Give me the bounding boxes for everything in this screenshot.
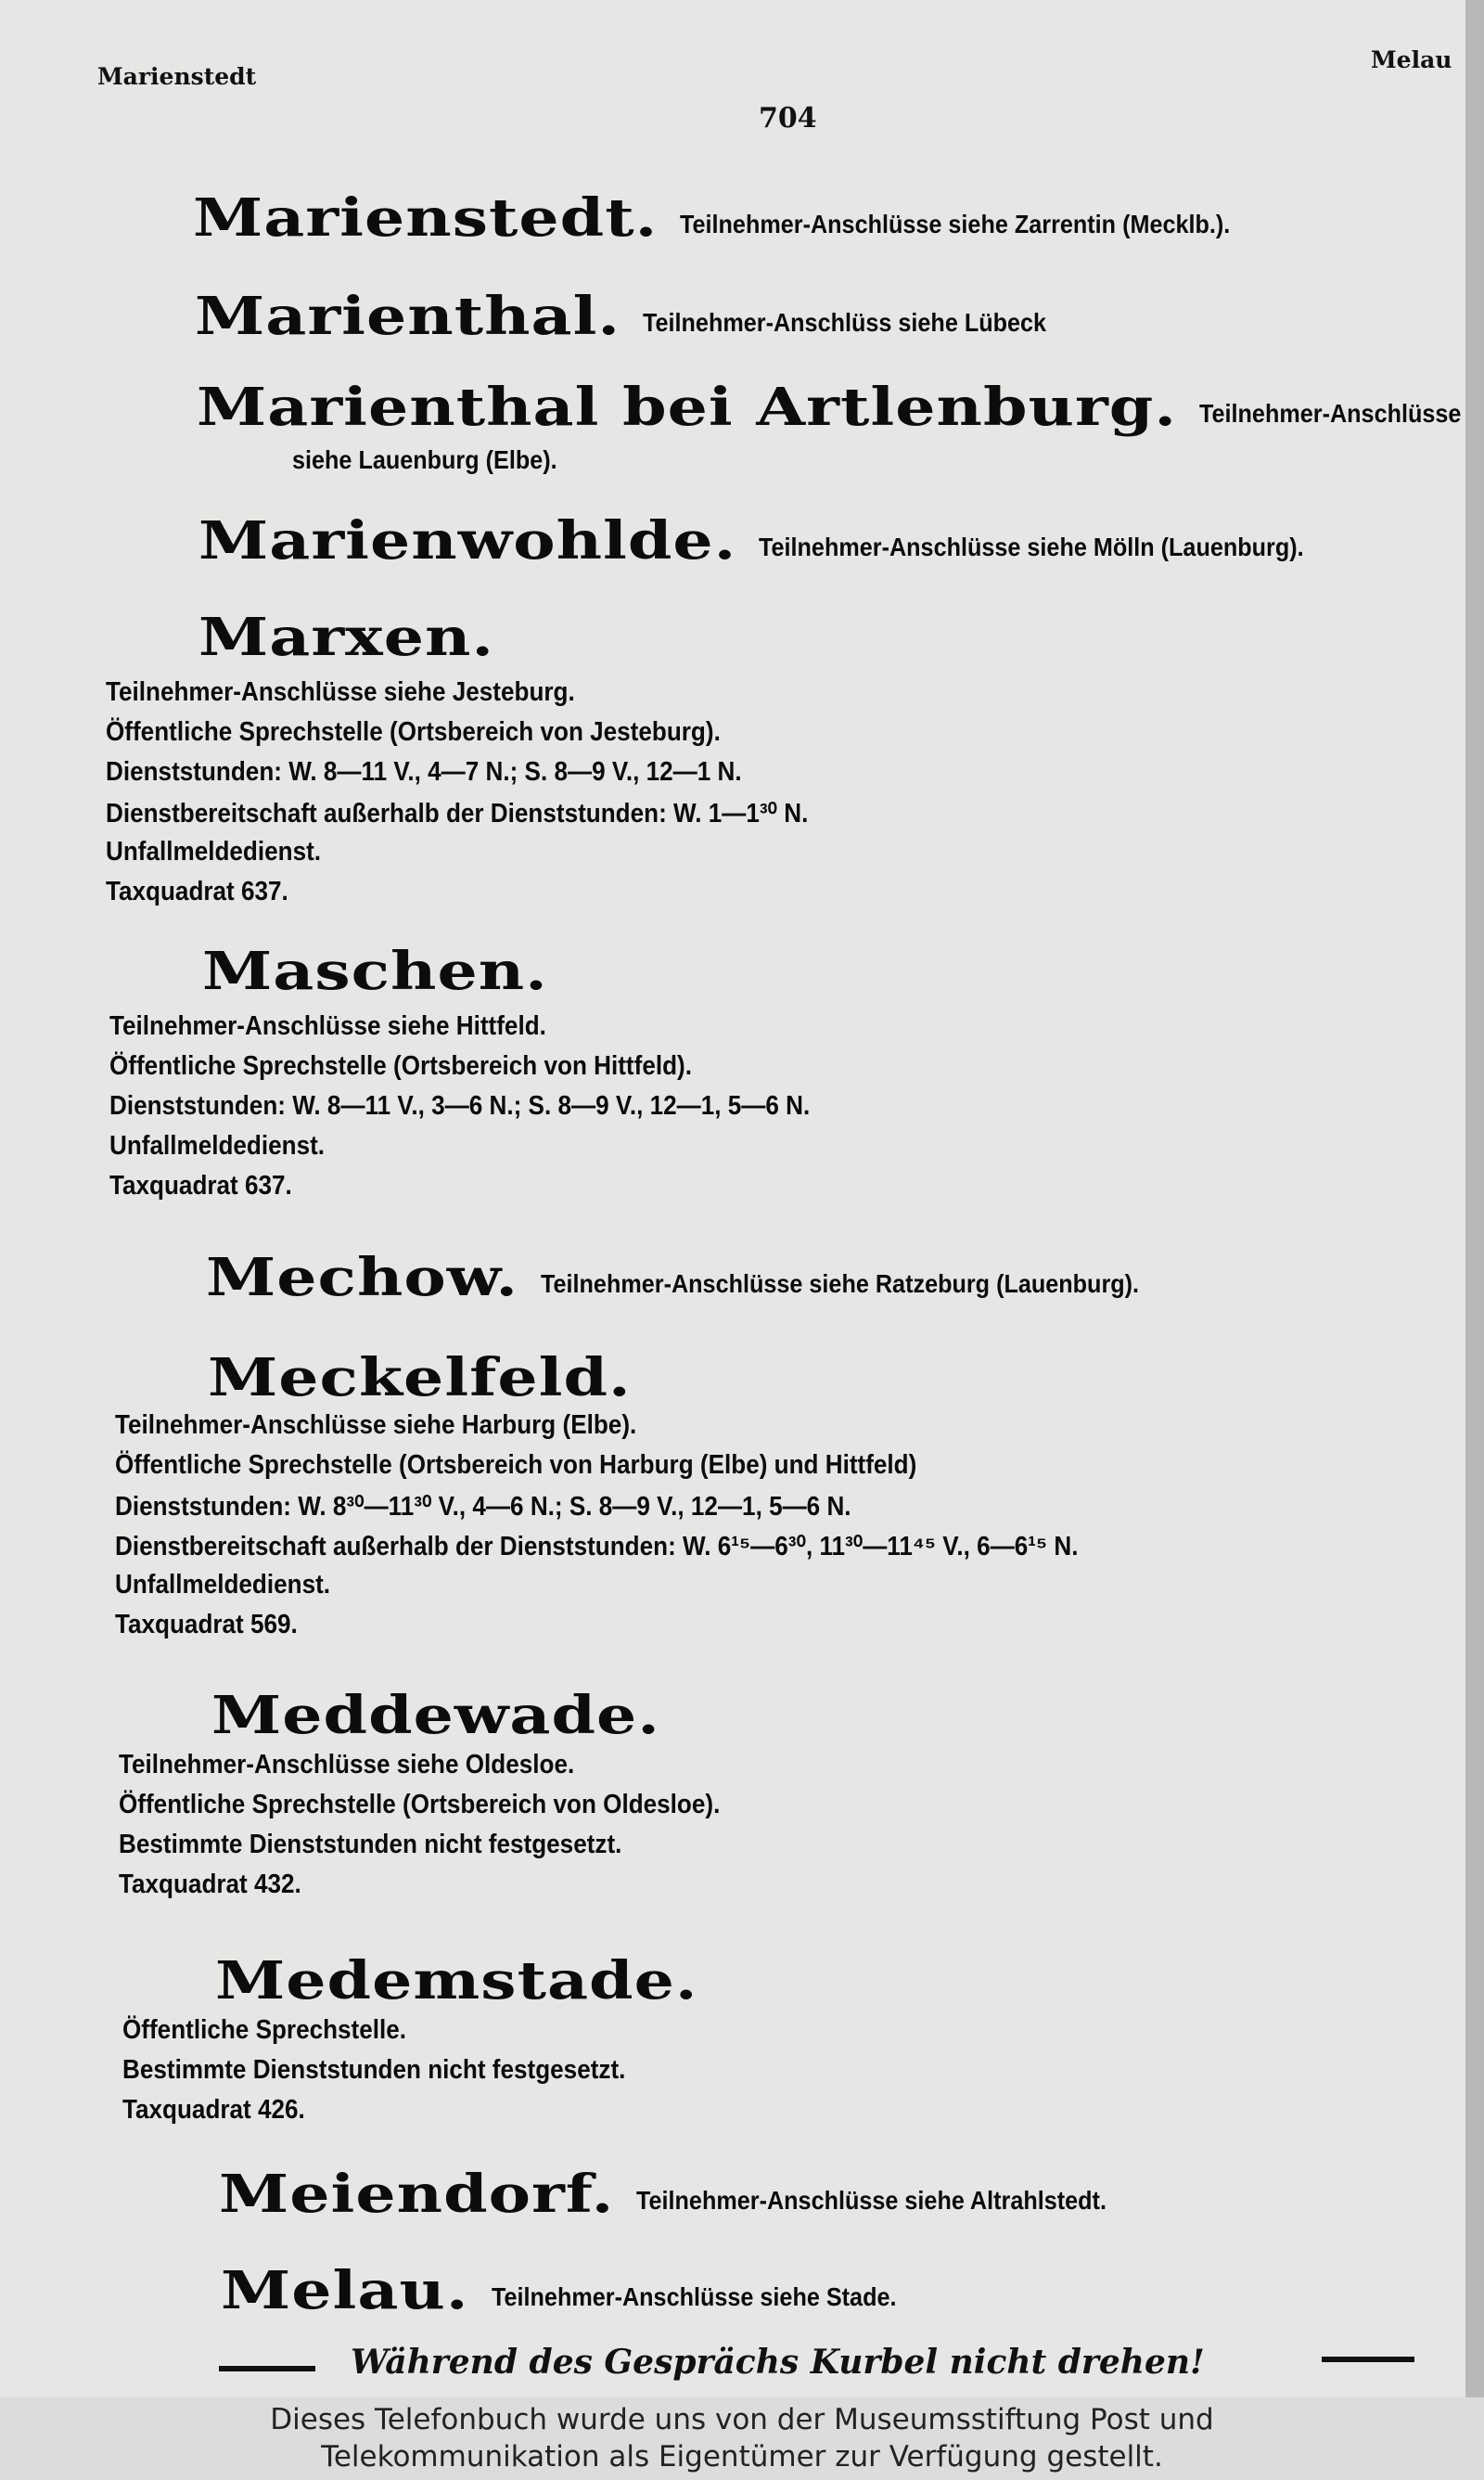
place-name: Melau. (221, 2260, 469, 2321)
entry-reference-continued: siehe Lauenburg (Elbe). (292, 445, 557, 474)
entry-line: Taxquadrat 637. (106, 877, 288, 906)
entry-reference: Teilnehmer-Anschlüsse siehe Ratzeburg (Lauenburg). (541, 1269, 1140, 1298)
entry-heading (208, 1334, 632, 1408)
footer-warning: Während des Gesprächs Kurbel nicht drehen! (351, 2343, 1205, 2382)
entry-line: Taxquadrat 426. (122, 2095, 305, 2125)
entry-line: Teilnehmer-Anschlüsse siehe Harburg (Elbe). (115, 1410, 637, 1440)
place-name: Marxen. (198, 607, 495, 668)
place-name: Marienstedt. (193, 187, 659, 249)
entry-line: Öffentliche Sprechstelle (Ortsbereich von Harburg (Elbe) und Hittfeld) (115, 1450, 917, 1480)
entry-line: Teilnehmer-Anschlüsse siehe Jesteburg. (106, 677, 575, 707)
entry-line: Taxquadrat 637. (109, 1171, 292, 1201)
entry-line: Taxquadrat 432. (119, 1870, 301, 1899)
entry-heading (198, 594, 494, 668)
entry-line: Bestimmte Dienststunden nicht festgesetzt. (119, 1830, 622, 1859)
attribution-line-2: Telekommunikation als Eigentümer zur Verfügung gestellt. (321, 2440, 1163, 2474)
entry-heading (206, 1234, 1206, 1308)
entry-heading (221, 2247, 941, 2321)
entry-heading (195, 273, 1092, 347)
entry-heading (215, 1937, 698, 2011)
entry-line: Teilnehmer-Anschlüsse siehe Hittfeld. (109, 1011, 546, 1041)
place-name: Marienthal. (195, 286, 621, 347)
place-name: Marienthal bei Artlenburg. (197, 377, 1177, 438)
entry-line: Öffentliche Sprechstelle (Ortsbereich von Hittfeld). (109, 1051, 692, 1081)
entry-line: Öffentliche Sprechstelle. (122, 2015, 407, 2045)
footer-rule-right (1322, 2357, 1414, 2362)
entry-line: Öffentliche Sprechstelle (Ortsbereich von Oldesloe). (119, 1790, 721, 1819)
place-name: Meddewade. (211, 1685, 660, 1746)
place-name: Meckelfeld. (208, 1347, 632, 1408)
entry-line: Dienstbereitschaft außerhalb der Dienststunden: W. 1—1³⁰ N. (106, 799, 809, 829)
running-head-right: Melau (1371, 46, 1452, 73)
place-name: Marienwohlde. (198, 510, 737, 572)
entry-line: Öffentliche Sprechstelle (Ortsbereich von Jesteburg). (106, 717, 721, 747)
entry-heading (193, 174, 1292, 249)
entry-heading (197, 364, 1484, 438)
entry-reference: Teilnehmer-Anschlüsse siehe Zarrentin (Mecklb.). (680, 210, 1231, 238)
page-edge (1465, 0, 1484, 2397)
entry-line: Dienstbereitschaft außerhalb der Dienststunden: W. 6¹⁵—6³⁰, 11³⁰—11⁴⁵ V., 6—6¹⁵ N. (115, 1532, 1079, 1561)
entry-line: Dienststunden: W. 8—11 V., 3—6 N.; S. 8—9 V., 12—1, 5—6 N. (109, 1091, 811, 1121)
entry-reference: Teilnehmer-Anschlüsse siehe Mölln (Lauenburg). (759, 533, 1304, 561)
entry-line: Teilnehmer-Anschlüsse siehe Oldesloe. (119, 1750, 575, 1780)
entry-line: Dienststunden: W. 8³⁰—11³⁰ V., 4—6 N.; S. 8—9 V., 12—1, 5—6 N. (115, 1492, 851, 1522)
place-name: Meiendorf. (219, 2164, 615, 2225)
entry-reference: Teilnehmer-Anschlüsse siehe Stade. (491, 2282, 897, 2311)
attribution-bar (0, 2397, 1484, 2480)
entry-reference: Teilnehmer-Anschlüsse siehe Altrahlstedt. (636, 2186, 1107, 2215)
entry-heading (202, 928, 548, 1002)
entry-line: Unfallmeldedienst. (106, 837, 322, 867)
entry-heading (211, 1672, 660, 1746)
entry-heading (198, 497, 1364, 572)
footer-rule-left (219, 2366, 315, 2371)
place-name: Maschen. (202, 941, 548, 1002)
entry-line: Taxquadrat 569. (115, 1610, 298, 1639)
entry-heading (219, 2151, 1159, 2225)
entry-line: Bestimmte Dienststunden nicht festgesetzt. (122, 2055, 626, 2085)
entry-reference: Teilnehmer-Anschlüss siehe Lübeck (643, 308, 1047, 337)
attribution-line-1: Dieses Telefonbuch wurde uns von der Museumsstiftung Post und (270, 2403, 1214, 2436)
place-name: Medemstade. (215, 1950, 698, 2011)
entry-line: Unfallmeldedienst. (109, 1131, 326, 1161)
entry-line: Unfallmeldedienst. (115, 1570, 331, 1600)
page-number: 704 (759, 102, 817, 135)
place-name: Mechow. (206, 1247, 519, 1308)
entry-line: Dienststunden: W. 8—11 V., 4—7 N.; S. 8—9 V., 12—1 N. (106, 757, 742, 787)
running-head-left: Marienstedt (97, 63, 257, 90)
entry-reference: Teilnehmer-Anschlüsse (1199, 399, 1462, 428)
